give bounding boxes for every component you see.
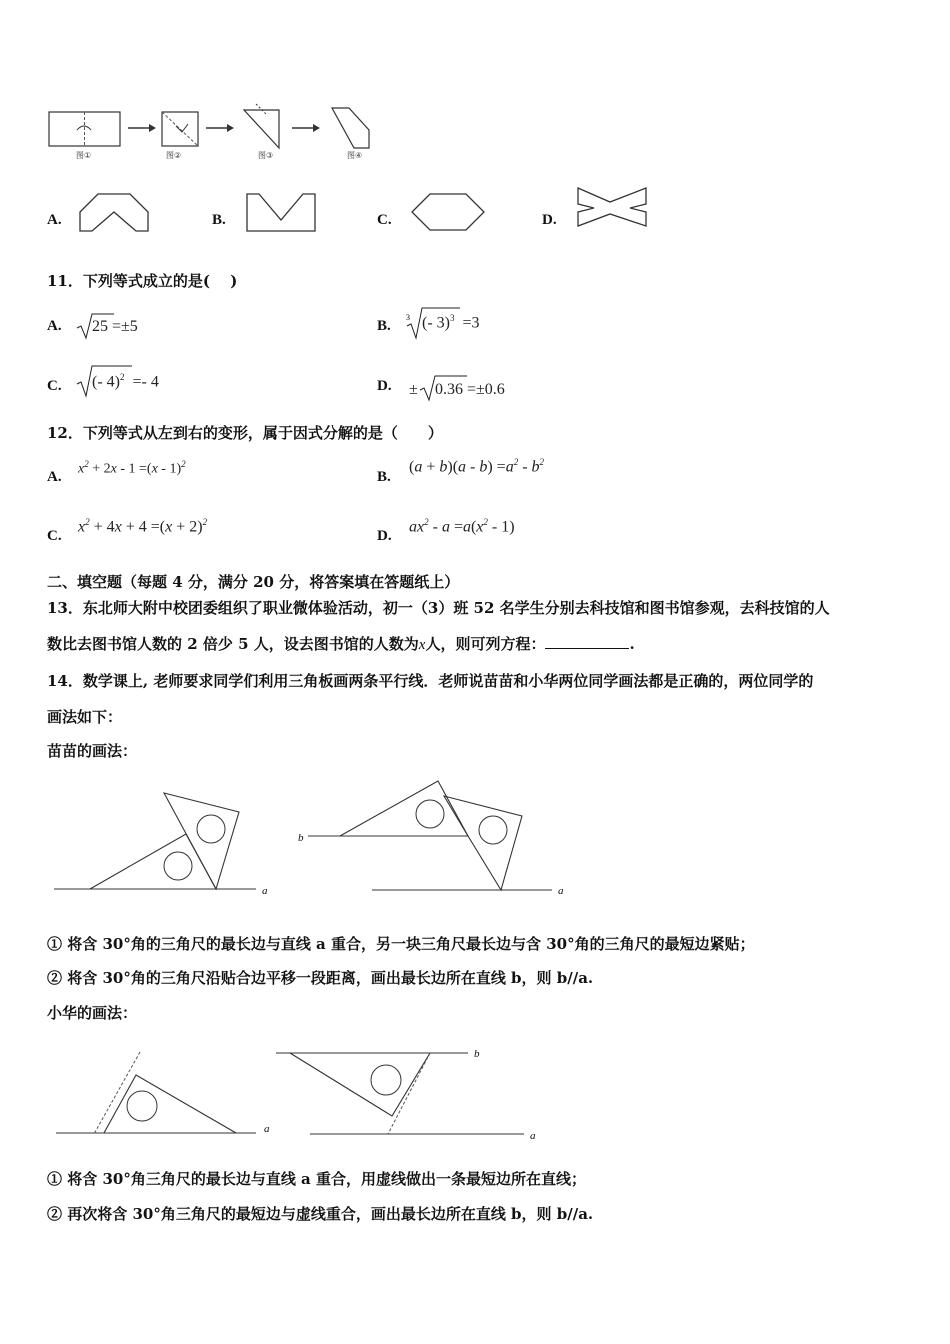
q14-line1: 14．数学课上, 老师要求同学们利用三角板画两条平行线．老师说苗苗和小华两位同学画法都是正确的，两位同学的 [47,672,814,690]
section2-heading: 二、填空题（每题 4 分，满分 20 分，将答案填在答题纸上） [47,573,460,591]
q11-d-prefix: ± [409,381,418,398]
q11-b-radicand: (- 3) [422,314,450,332]
fig4-caption: 图④ [347,151,363,160]
q13-line2-a: 数比去图书馆人数的 2 倍少 5 人，设去图书馆的人数为 [47,635,419,653]
paper-folding-figure [44,100,384,162]
q11-option-d-math [435,381,505,399]
q11-c-rhs: =- 4 [132,373,159,391]
q11-d-radicand: 0.36 [435,381,463,398]
q11-d-rhs: =±0.6 [467,381,505,398]
xiaohua-fig2-line-b: b [474,1048,480,1060]
q11-b-rhs: =3 [462,314,480,332]
q11-a-rhs: =±5 [112,318,138,335]
q12-option-c-label: C. [47,528,62,544]
xiaohua-figure-2 [272,1044,552,1140]
miaomiao-fig2-line-a: a [558,885,564,897]
miaomiao-figure-2 [296,778,576,898]
q12-option-c-math: $x^2 + 4x + 4 =(x + 2)^2$ [78,517,208,536]
q12-option-b-math: $(a + b)(a - b) =a^2 - b^2$ [409,457,545,476]
q10-option-a-shape [78,192,152,234]
q11-option-d-label: D. [377,378,392,394]
q11-option-c-math [92,372,159,391]
q13-var: x [418,637,426,653]
q12-option-d-math: $ax^2 - a =a(x^2 - 1)$ [409,517,515,536]
q11-stem: 11．下列等式成立的是( ) [47,272,238,290]
q13-line2-b: 人，则可列方程： [425,635,546,653]
q10-option-b-shape [245,192,319,234]
xiaohua-step1: ① 将含 30°角三角尺的最长边与直线 a 重合，用虚线做出一条最短边所在直线； [47,1170,586,1188]
q10-option-b-label: B. [212,212,226,228]
q11-c-power: 2 [119,372,125,382]
q11-option-c-label: C. [47,378,62,394]
fig2-caption: 图② [166,151,182,160]
q11-b-power: 3 [449,313,455,323]
q12-option-a-math: $x^2 + 2x - 1 =(x - 1)^2$ [78,459,186,477]
q11-option-a-label: A. [47,318,62,334]
q11-c-radicand: (- 4) [92,373,120,391]
q10-option-c-label: C. [377,212,392,228]
q10-option-c-shape [410,192,488,234]
miaomiao-figure-1 [54,788,274,898]
q10-option-d-shape [576,186,652,230]
miaomiao-fig2-line-b: b [298,832,304,844]
xiaohua-fig1-line-a: a [264,1123,270,1135]
xiaohua-step2: ② 再次将含 30°角三角尺的最短边与虚线重合，画出最长边所在直线 b，则 b//a. [47,1205,594,1223]
xiaohua-figure-1 [56,1050,286,1140]
q13-line2-end: . [629,635,635,653]
q10-option-a-label: A. [47,212,62,228]
q12-option-b-label: B. [377,469,391,485]
miaomiao-step1: ① 将含 30°角的三角尺的最长边与直线 a 重合，另一块三角尺最长边与含 30°角的三角尺的最短边紧贴； [47,935,755,953]
q12-option-a-label: A. [47,469,62,485]
q12-option-d-label: D. [377,528,392,544]
q11-option-a-math [92,318,138,336]
q11-b-index: 3 [406,313,410,322]
q13-line2 [47,634,635,655]
q11-option-b-math [422,313,480,332]
q11-a-radicand: 25 [92,318,108,335]
miaomiao-fig1-line-a: a [262,885,268,897]
xiaohua-fig2-line-a: a [530,1130,536,1142]
q11-option-b-label: B. [377,318,391,334]
q12-stem: 12．下列等式从左到右的变形，属于因式分解的是（ ） [47,424,443,442]
fig3-caption: 图③ [258,151,274,160]
xiaohua-title: 小华的画法： [47,1004,138,1022]
q13-line1: 13．东北师大附中校团委组织了职业微体验活动，初一（3）班 52 名学生分别去科技馆和图书馆参观，去科技馆的人 [47,599,830,617]
q13-answer-blank[interactable] [545,634,629,649]
q11-option-d-prefix [409,381,418,399]
miaomiao-title: 苗苗的画法： [47,742,138,760]
fig1-caption: 图① [76,151,92,160]
q14-line2: 画法如下： [47,708,123,726]
q10-option-d-label: D. [542,212,557,228]
miaomiao-step2: ② 将含 30°角的三角尺沿贴合边平移一段距离，画出最长边所在直线 b，则 b//a. [47,969,594,987]
